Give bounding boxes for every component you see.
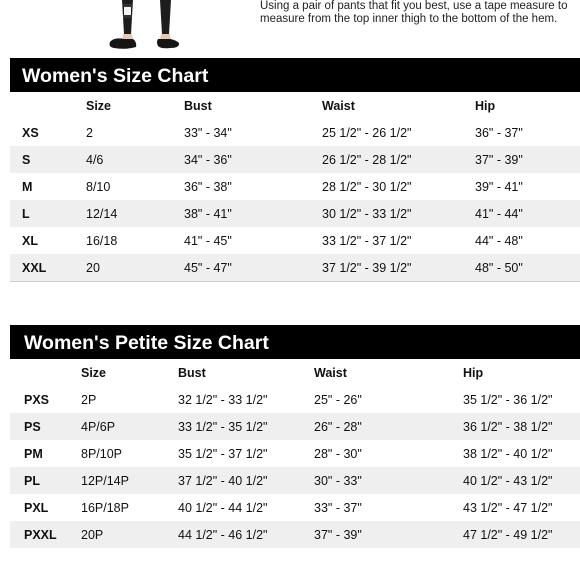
model-legs-image bbox=[100, 0, 192, 54]
waist-range: 30" - 33" bbox=[314, 473, 362, 488]
waist-range: 28" - 30" bbox=[314, 446, 362, 461]
bust-range: 35 1/2" - 37 1/2" bbox=[178, 446, 268, 461]
header-hip: Hip bbox=[475, 98, 496, 113]
size-label: PL bbox=[24, 473, 40, 488]
table-row bbox=[10, 440, 580, 467]
size-number: 20 bbox=[86, 260, 100, 275]
table-row bbox=[10, 386, 580, 413]
bust-range: 38" - 41" bbox=[184, 206, 232, 221]
petite-size-table bbox=[10, 359, 580, 548]
size-number: 4/6 bbox=[86, 152, 104, 167]
size-label: PXXL bbox=[24, 527, 57, 542]
header-waist: Waist bbox=[322, 98, 355, 113]
waist-range: 25" - 26" bbox=[314, 392, 362, 407]
waist-range: 37 1/2" - 39 1/2" bbox=[322, 260, 412, 275]
table-row bbox=[10, 494, 580, 521]
table-row bbox=[10, 413, 580, 440]
bust-range: 41" - 45" bbox=[184, 233, 232, 248]
header-size: Size bbox=[81, 365, 107, 380]
bust-range: 44 1/2" - 46 1/2" bbox=[178, 527, 268, 542]
size-label: PS bbox=[24, 419, 41, 434]
header-bust: Bust bbox=[178, 365, 206, 380]
hip-range: 40 1/2" - 43 1/2" bbox=[463, 473, 553, 488]
bust-range: 36" - 38" bbox=[184, 179, 232, 194]
bust-range: 34" - 36" bbox=[184, 152, 232, 167]
waist-range: 28 1/2" - 30 1/2" bbox=[322, 179, 412, 194]
womens-size-chart bbox=[10, 58, 580, 282]
hip-range: 37" - 39" bbox=[475, 152, 523, 167]
hip-range: 41" - 44" bbox=[475, 206, 523, 221]
waist-range: 26" - 28" bbox=[314, 419, 362, 434]
size-label: S bbox=[22, 152, 31, 167]
table-row bbox=[10, 467, 580, 494]
header-waist: Waist bbox=[314, 365, 347, 380]
size-label: L bbox=[22, 206, 30, 221]
size-number: 8/10 bbox=[86, 179, 111, 194]
size-label: PXS bbox=[24, 392, 50, 407]
waist-range: 33" - 37" bbox=[314, 500, 362, 515]
size-label: M bbox=[22, 179, 33, 194]
bust-range: 33 1/2" - 35 1/2" bbox=[178, 419, 268, 434]
table-row bbox=[10, 200, 580, 227]
size-number: 20P bbox=[81, 527, 104, 542]
inseam-instructions: Using a pair of pants that fit you best, use a tape measure to measure from the top inner thigh to the bottom of the hem. bbox=[260, 0, 568, 25]
table-row bbox=[10, 254, 580, 282]
hip-range: 38 1/2" - 40 1/2" bbox=[463, 446, 553, 461]
hip-range: 43 1/2" - 47 1/2" bbox=[463, 500, 553, 515]
size-label: PXL bbox=[24, 500, 49, 515]
hip-range: 39" - 41" bbox=[475, 179, 523, 194]
header-label bbox=[10, 359, 81, 386]
bust-range: 45" - 47" bbox=[184, 260, 232, 275]
womens-size-table bbox=[10, 92, 580, 282]
table-row bbox=[10, 146, 580, 173]
hip-range: 35 1/2" - 36 1/2" bbox=[463, 392, 553, 407]
size-number: 16/18 bbox=[86, 233, 118, 248]
size-label: PM bbox=[24, 446, 43, 461]
header-label bbox=[10, 92, 86, 119]
table-row bbox=[10, 521, 580, 548]
size-number: 16P/18P bbox=[81, 500, 129, 515]
bust-range: 32 1/2" - 33 1/2" bbox=[178, 392, 268, 407]
waist-range: 37" - 39" bbox=[314, 527, 362, 542]
size-number: 12P/14P bbox=[81, 473, 129, 488]
size-number: 2 bbox=[86, 125, 93, 140]
header-bust: Bust bbox=[184, 98, 212, 113]
petite-size-chart bbox=[10, 325, 580, 548]
table-row bbox=[10, 119, 580, 146]
header-hip: Hip bbox=[463, 365, 484, 380]
size-label: XL bbox=[22, 233, 38, 248]
table-row bbox=[10, 227, 580, 254]
table-header-row bbox=[10, 92, 580, 119]
bust-range: 37 1/2" - 40 1/2" bbox=[178, 473, 268, 488]
hip-range: 47 1/2" - 49 1/2" bbox=[463, 527, 553, 542]
size-number: 8P/10P bbox=[81, 446, 123, 461]
model-legs-illustration bbox=[100, 0, 192, 54]
petite-size-chart-title: Women's Petite Size Chart bbox=[10, 325, 580, 359]
hip-range: 44" - 48" bbox=[475, 233, 523, 248]
size-number: 4P/6P bbox=[81, 419, 116, 434]
size-label: XS bbox=[22, 125, 39, 140]
hip-range: 36 1/2" - 38 1/2" bbox=[463, 419, 553, 434]
hip-range: 48" - 50" bbox=[475, 260, 523, 275]
womens-size-chart-title: Women's Size Chart bbox=[10, 58, 580, 92]
bust-range: 40 1/2" - 44 1/2" bbox=[178, 500, 268, 515]
waist-range: 30 1/2" - 33 1/2" bbox=[322, 206, 412, 221]
waist-range: 25 1/2" - 26 1/2" bbox=[322, 125, 412, 140]
hip-range: 36" - 37" bbox=[475, 125, 523, 140]
table-header-row bbox=[10, 359, 580, 386]
table-row bbox=[10, 173, 580, 200]
size-number: 2P bbox=[81, 392, 97, 407]
size-number: 12/14 bbox=[86, 206, 118, 221]
bust-range: 33" - 34" bbox=[184, 125, 232, 140]
waist-range: 26 1/2" - 28 1/2" bbox=[322, 152, 412, 167]
size-label: XXL bbox=[22, 260, 47, 275]
waist-range: 33 1/2" - 37 1/2" bbox=[322, 233, 412, 248]
header-size: Size bbox=[86, 98, 112, 113]
